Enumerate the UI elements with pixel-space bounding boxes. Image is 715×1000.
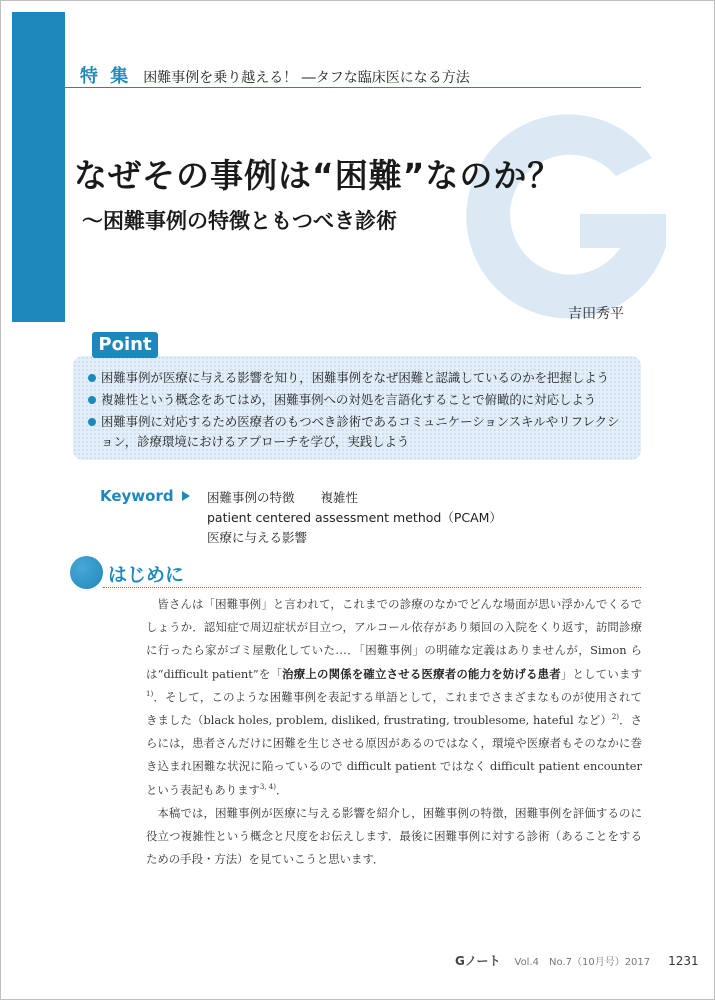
article-subtitle: 〜困難事例の特徴ともつべき診術 — [82, 208, 397, 233]
header-color-block — [12, 12, 65, 322]
body-text — [146, 593, 642, 871]
keyword-item: 医療に与える影響 — [207, 530, 308, 545]
point-label: Point — [92, 332, 158, 358]
reference-marker: 1) — [146, 690, 154, 699]
section-title: はじめに — [108, 564, 185, 586]
g-logo-icon — [452, 96, 688, 336]
keyword-item: patient centered assessment method（PCAM） — [207, 510, 502, 525]
bullet-icon — [88, 396, 96, 404]
keyword-list — [207, 488, 647, 548]
feature-header — [80, 62, 470, 86]
keyword-item: 困難事例の特徴 — [207, 490, 295, 505]
emphasis-text: 治療上の関係を確立させる医療者の能力を妨げる患者 — [282, 666, 561, 681]
journal-volume: Vol.4 No.7（10月号）2017 — [514, 957, 651, 968]
author-name: 吉田秀平 — [568, 306, 624, 322]
article-title: なぜその事例は“困難”なのか？ — [74, 156, 562, 195]
bullet-icon — [88, 374, 96, 382]
keyword-label: Keyword — [100, 487, 190, 505]
section-rule — [103, 587, 641, 588]
paragraph: 皆さんは「困難事例」と言われて，これまでの診療のなかでどんな場面が思い浮かんでくるでしょうか．認知症で周辺症状が目立つ，アルコール依存があり頻回の入院をくり返す，訪問診療に行ったら家がゴミ屋敷化していた…．「困難事例」の明確な定義はありませんが，Simon らは“difficult patient”を「治療上の関係を確立させる医療者の能力を妨げる患者」としています$^{1)}$．そして，このような困難事例を表記する単語として，これまでさまざまなものが使用されてきました（black holes, problem, disliked, frustrating, troublesome, hateful など）$^{2)}$．さらには，患者さんだけに困難を生じさせる原因があるのではなく，環境や医療者もそのなかに巻き込まれ困難な状況に陥っているので difficult patient ではなく difficult patient encounter という表記もあります$^{3, 4)}$． — [146, 597, 642, 797]
point-item: 困難事例に対応するため医療者のもつべき診術であるコミュニケーションスキルやリフレクション，診療環境におけるアプローチを学び，実践しよう — [101, 412, 623, 452]
reference-marker: 2) — [611, 713, 620, 722]
reference-marker: 3, 4) — [259, 782, 277, 791]
page-footer — [455, 952, 699, 969]
feature-title: 困難事例を乗り越える！ ―タフな臨床医になる方法 — [143, 70, 470, 86]
journal-name: Gノート — [455, 954, 501, 968]
page-number: 1231 — [668, 954, 699, 968]
feature-label: 特 集 — [80, 66, 132, 87]
point-item: 困難事例が医療に与える影響を知り，困難事例をなぜ困難と認識しているのかを把握しよう — [101, 368, 623, 388]
header-rule — [65, 87, 641, 88]
bullet-icon — [88, 418, 96, 426]
point-item: 複雑性という概念をあてはめ，困難事例への対処を言語化することで俯瞰的に対応しよう — [101, 390, 623, 410]
point-box — [73, 356, 641, 460]
paragraph: 本稿では，困難事例が医療に与える影響を紹介し，困難事例の特徴，困難事例を評価するのに役立つ複雑性という概念と尺度をお伝えします．最後に困難事例に対する診術（あることをするための手段・方法）を見ていこうと思います． — [146, 805, 642, 867]
point-list — [73, 356, 641, 452]
keyword-item: 複雑性 — [320, 490, 359, 505]
triangle-right-icon — [182, 491, 190, 501]
section-circle-icon — [70, 556, 103, 589]
